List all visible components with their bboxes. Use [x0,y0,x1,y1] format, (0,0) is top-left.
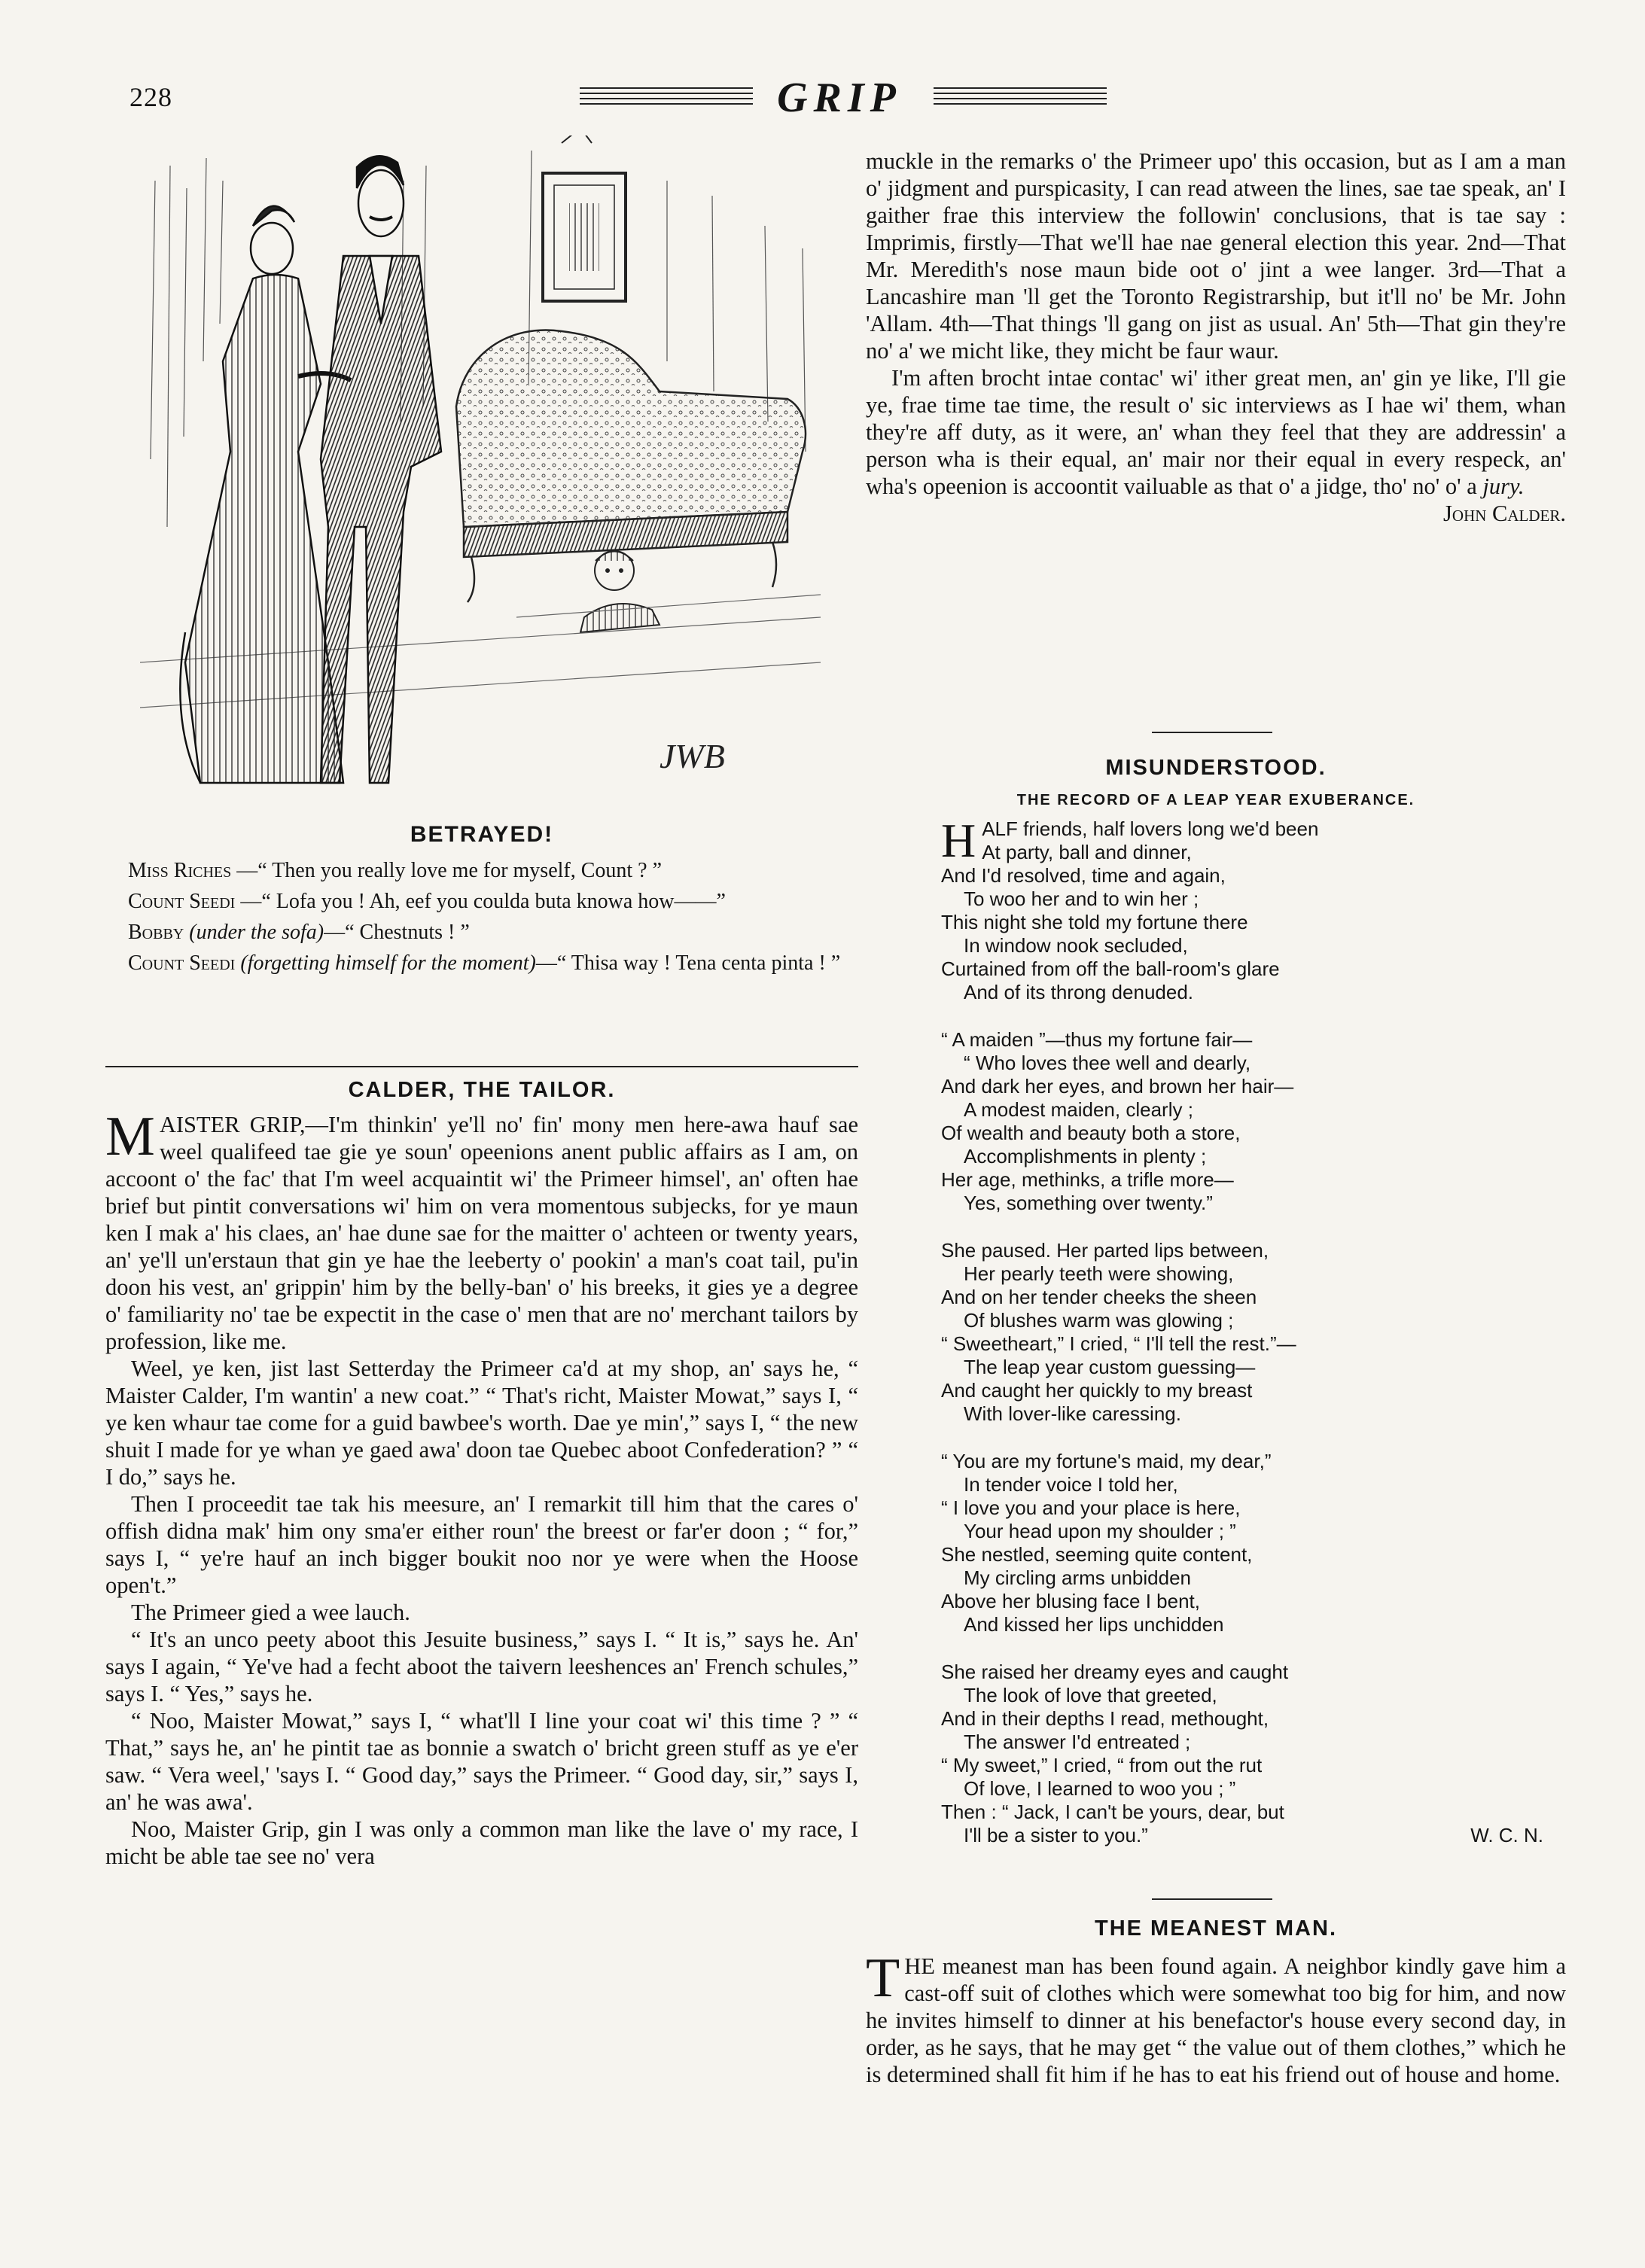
section-divider [105,1066,858,1067]
poem-line: Yes, something over twenty.” [964,1192,1213,1214]
poem-line: “ You are my fortune's maid, my dear,” [941,1450,1272,1472]
poem-line: The leap year custom guessing— [964,1356,1256,1378]
poem-line: Accomplishments in plenty ; [964,1145,1207,1167]
article-title-meanest: THE MEANEST MAN. [1095,1916,1337,1941]
drop-cap: M [105,1106,155,1167]
poem-line: This night she told my fortune there [941,911,1248,933]
paragraph: “ It's an unco peety aboot this Jesuite business,” says I. “ It is,” says he. An' says I again, “ Ye've had a fecht aboot the taivern leeshences an' French schules,” says I. “ Yes,” says he. [105,1627,858,1706]
caption-title: BETRAYED! [410,822,554,847]
paragraph: Noo, Maister Grip, gin I was only a common man like the lave o' my race, I micht be able tae see no' vera [105,1816,858,1869]
poem-line: The answer I'd entreated ; [964,1731,1191,1753]
poem-line: Of love, I learned to woo you ; ” [964,1777,1236,1800]
poem-signature: W. C. N. [1470,1824,1543,1846]
poem-line: “ My sweet,” I cried, “ from out the rut [941,1754,1263,1776]
poem-line: To woo her and to win her ; [964,887,1199,910]
paragraph: THE meanest man has been found again. A neighbor kindly gave him a cast-off suit of clothes which were somewhat too big for him, and now he invites himself to dinner at his benefactor's house every second day, in order, as he says, that he may get “ the value out of them clothes,” which he is determined shall fit him if he has to eat his friend out of house and home. [866,1947,1566,2087]
poem-line: In tender voice I told her, [964,1473,1178,1496]
poem-line: And caught her quickly to my breast [941,1379,1253,1402]
poem-line: With lover-like caressing. [964,1402,1181,1425]
poem-line: And I'd resolved, time and again, [941,864,1226,887]
poem-line: And dark her eyes, and brown her hair— [941,1075,1294,1097]
poem-line: “ I love you and your place is here, [941,1496,1241,1519]
paragraph: Weel, ye ken, jist last Setterday the Primeer ca'd at my shop, an' says he, “ Maister Calder, I'm wantin' a new coat.” “ That's richt, Maister Mowat,” says I, “ ye ken whaur tae come for a guid bawbee's worth. Dae ye min',” says I, “ the new shuit I made for ye whan ye gaed awa' doon tae Quebec aboot Confederation? ” “ I do,” says he. [105,1356,858,1490]
poem-line: Your head upon my shoulder ; ” [964,1520,1236,1542]
article-title-calder: CALDER, THE TAILOR. [348,1078,616,1102]
poem-stanza [941,1450,1543,1636]
masthead-rules-left [580,87,753,113]
poem-line: My circling arms unbidden [964,1566,1192,1589]
poem-line: Then : “ Jack, I can't be yours, dear, but [941,1801,1284,1823]
poem-line: She paused. Her parted lips between, [941,1239,1269,1262]
drop-cap: T [866,1947,900,2009]
wall-picture [543,135,626,301]
caption-line: Count Seedi —“ Lofa you ! Ah, eef you coulda buta knowa how——” [128,890,726,913]
caption-line: Bobby (under the sofa)—“ Chestnuts ! ” [128,921,470,944]
poem-line: And kissed her lips unchidden [964,1613,1224,1636]
poem-line: I'll be a sister to you.” [964,1824,1148,1846]
caption-line: Count Seedi (forgetting himself for the moment)—“ Thisa way ! Tena centa pinta ! ” [128,951,841,975]
poem-line: Above her blusing face I bent, [941,1590,1201,1612]
poem-stanza [941,1239,1543,1426]
masthead-rules-right [934,87,1107,113]
poem-line: And in their depths I read, methought, [941,1707,1269,1730]
signature-john-calder: John Calder. [1443,501,1566,526]
poem-line: In window nook secluded, [964,934,1188,957]
masthead-title: GRIP [777,75,902,121]
poem-line: Of blushes warm was glowing ; [964,1309,1234,1332]
poem-line: And on her tender cheeks the sheen [941,1286,1257,1308]
poem-line: Of wealth and beauty both a store, [941,1122,1241,1144]
poem-stanza [941,814,1543,1004]
poem-line: At party, ball and dinner, [982,841,1192,863]
poem-line: “ A maiden ”—thus my fortune fair— [941,1028,1253,1051]
caption-dialogue [128,858,851,982]
poem-line: HALF friends, half lovers long we'd been [941,814,1319,867]
poem-line: A modest maiden, clearly ; [964,1098,1193,1121]
poem-line: Her age, methinks, a trifle more— [941,1168,1234,1191]
poem-line: She nestled, seeming quite content, [941,1543,1253,1566]
article-continuation-calder [866,148,1566,527]
bobby-under-sofa [580,551,660,632]
poem-line: And of its throng denuded. [964,981,1194,1003]
drop-cap: H [941,814,976,867]
poem-title: MISUNDERSTOOD. [1105,756,1327,780]
article-body-meanest [866,1947,1566,2088]
poem-line: The look of love that greeted, [964,1684,1217,1706]
poem-line: Curtained from off the ball-room's glare [941,957,1280,980]
poem-stanza [941,1028,1543,1215]
article-body-calder [105,1106,858,1870]
paragraph: “ Noo, Maister Mowat,” says I, “ what'll I line your coat wi' this time ? ” “ That,” says he, an' he pintit tae as bonnie a swatch o' bricht green stuff as ye e'er saw. “ Vera weel,' 'says I. “ Good day,” says the Primeer. “ Good day, sir,” says I, an' he was awa'. [105,1708,858,1815]
paragraph: I'm aften brocht intae contac' wi' ither great men, an' gin ye like, I'll gie ye, frae time tae time, the result o' sic interviews as I hae wi' them, whan they're aff duty, as it were, an' whan they feel that they are addressin' a person wha is their equal, an' mair nor their equal in every respeck, an' wha's opeenion is accoontit vailuable as that o' a jidge, tho' no' o' a jury. [866,365,1566,499]
illustration-betrayed [140,135,821,804]
section-divider [1152,732,1272,733]
poem-stanza [941,1661,1543,1847]
paragraph: The Primeer gied a wee lauch. [131,1600,410,1625]
poem-subtitle: THE RECORD OF A LEAP YEAR EXUBERANCE. [1016,792,1415,808]
caption-line: Miss Riches —“ Then you really love me for myself, Count ? ” [128,859,663,882]
poem-line: “ Who loves thee well and dearly, [964,1052,1251,1074]
paragraph: MAISTER GRIP,—I'm thinkin' ye'll no' fin' mony men here-awa hauf sae weel qualifeed tae gie ye soun' opeenions anent public affairs as I am, on accoont o' the fac' that I'm weel acquaintit wi' the Primeer himsel', an' often hae brief but pintit conversations wi' him on vera momentous subjecks, for ye maun ken I mak a' his claes, an' hae dune sae for the maitter o' achteen or twenty years, an' ye'll un'erstaun that gin ye hae the leeberty o' pookin' a man's coat tail, pu'in doon his vest, an' grippin' him by the belly-ban' o' his breeks, it gies ye a degree o' familiarity no' tae be expectit in the case o' men that are no' merchant tailors by profession, like me. [105,1106,858,1354]
poem-line: Her pearly teeth were showing, [964,1262,1234,1285]
page-number: 228 [129,82,172,112]
paragraph: Then I proceedit tae tak his meesure, an' I remarkit till him that the cares o' offish didna mak' him ony sma'er either roun' the breest or far'er doon ; “ for,” says I, “ ye're hauf an inch bigger boukit noo nor ye were when the Hoose open't.” [105,1491,858,1598]
poem-line: She raised her dreamy eyes and caught [941,1661,1289,1683]
poem-body [941,814,1543,1871]
section-divider [1152,1898,1272,1900]
paragraph: muckle in the remarks o' the Primeer upo' this occasion, but as I am a man o' jidgment and purspicasity, I can read atween the lines, sae tae speak, an' I gaither frae this interview the followin' conclusions, that is tae say : Imprimis, firstly—That we'll hae nae general election this year. 2nd—That Mr. Meredith's nose maun bide oot o' jint a wee langer. 3rd—That a Lancashire man 'll get the Toronto Registrarship, but it'll no' be Mr. John 'Allam. 4th—That things 'll gang on jist as usual. An' 5th—That gin they're no' a' we micht like, they micht be faur waur. [866,148,1566,364]
poem-line: “ Sweetheart,” I cried, “ I'll tell the rest.”— [941,1332,1296,1355]
artist-mark: JWB [660,737,725,775]
